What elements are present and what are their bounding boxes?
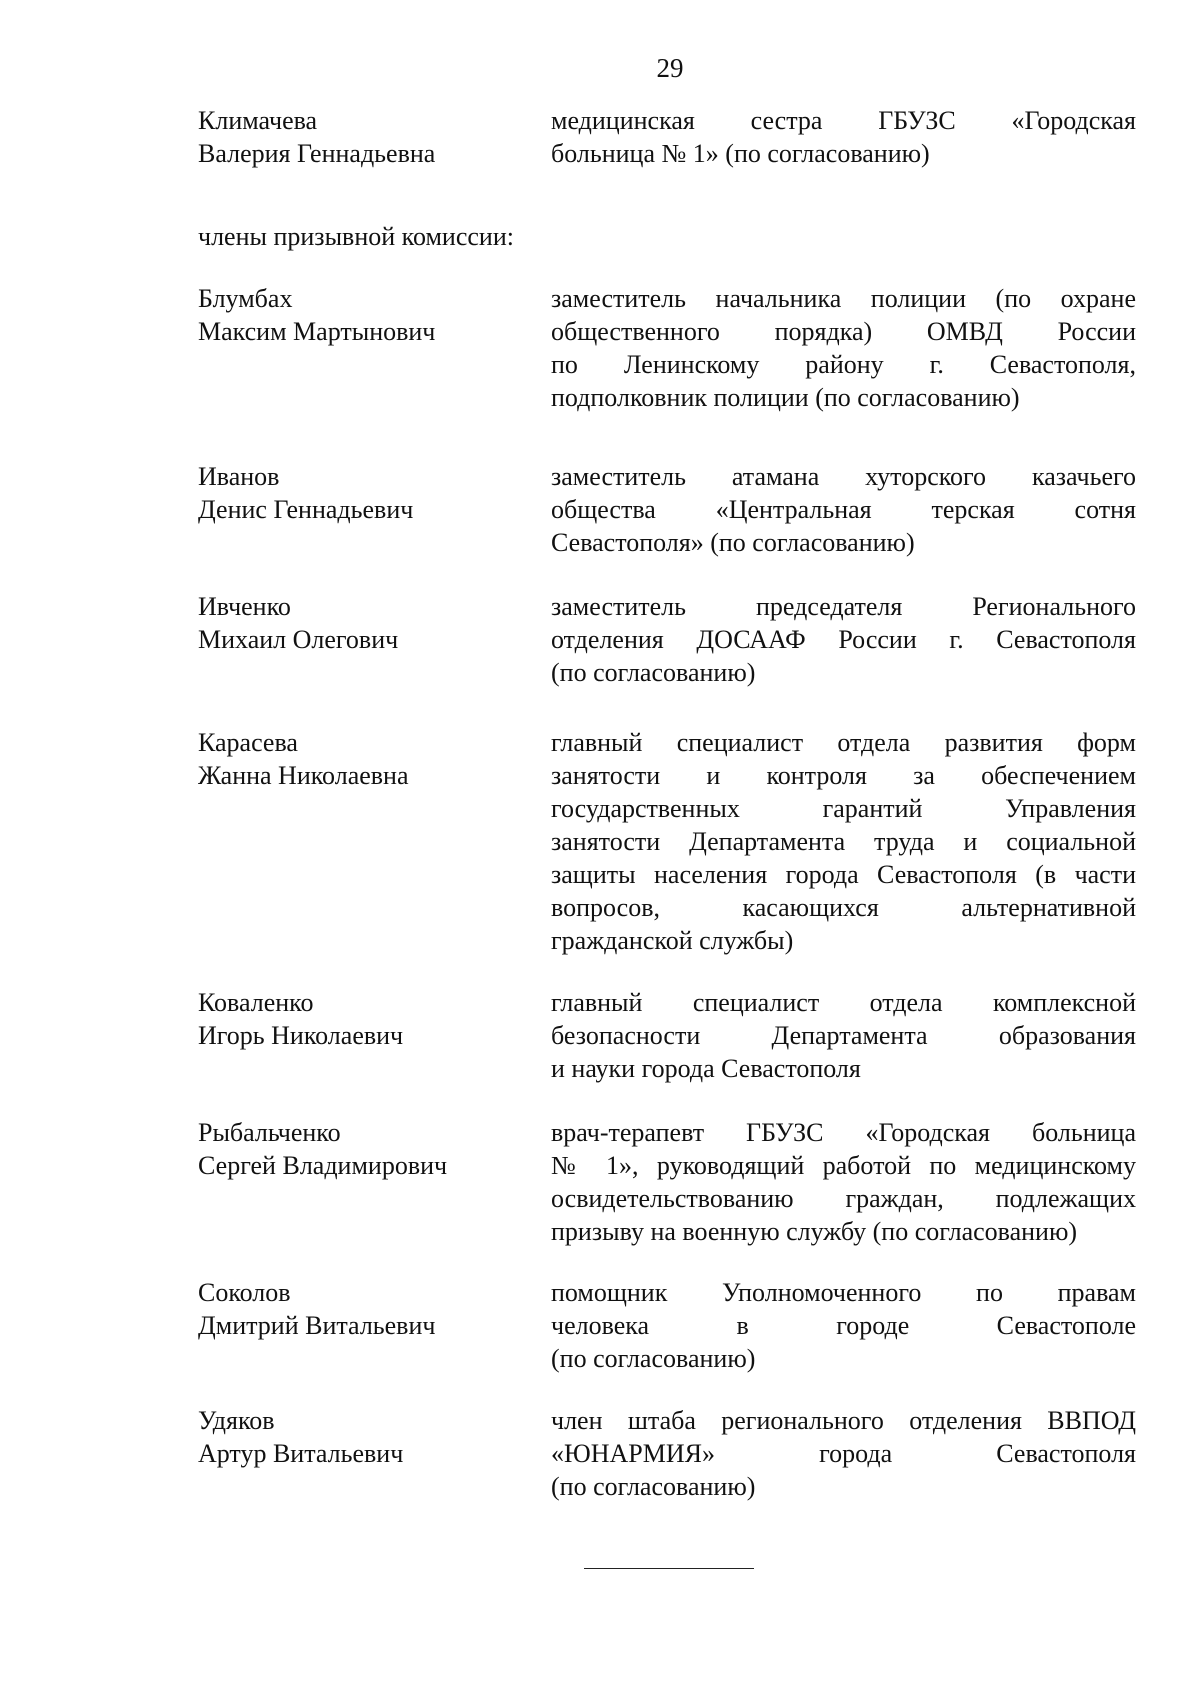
role-line: главный специалист отдела развития форм [551,728,1136,757]
person-role [551,282,1136,414]
surname: Иванов [198,462,280,491]
end-of-list-rule [584,1568,754,1569]
person-role [551,590,1136,689]
role-line: человека в городе Севастополе [551,1311,1136,1340]
given-names: Денис Геннадьевич [198,495,414,524]
surname: Рыбальченко [198,1118,341,1147]
person-name [198,1404,528,1470]
role-line: «ЮНАРМИЯ» города Севастополя [551,1439,1136,1468]
surname: Соколов [198,1278,291,1307]
person-role [551,1116,1136,1248]
surname: Климачева [198,106,318,135]
role-line: освидетельствованию граждан, подлежащих [551,1184,1136,1213]
role-line: государственных гарантий Управления [551,794,1136,823]
given-names: Игорь Николаевич [198,1021,404,1050]
role-line: отделения ДОСААФ России г. Севастополя [551,625,1136,654]
role-line: общества «Центральная терская сотня [551,495,1136,524]
role-line: (по согласованию) [551,658,756,687]
role-line: Севастополя» (по согласованию) [551,528,915,557]
surname: Блумбах [198,284,293,313]
surname: Удяков [198,1406,275,1435]
role-line: призыву на военную службу (по согласованию) [551,1217,1078,1246]
role-line: гражданской службы) [551,926,794,955]
role-line: главный специалист отдела комплексной [551,988,1136,1017]
role-line: (по согласованию) [551,1344,756,1373]
person-role [551,104,1136,170]
role-line: врач-терапевт ГБУЗС «Городская больница [551,1118,1136,1147]
role-line: заместитель начальника полиции (по охране [551,284,1136,313]
section-heading: члены призывной комиссии: [198,222,514,251]
given-names: Михаил Олегович [198,625,399,654]
given-names: Жанна Николаевна [198,761,409,790]
person-role [551,1404,1136,1503]
given-names: Дмитрий Витальевич [198,1311,436,1340]
given-names: Артур Витальевич [198,1439,404,1468]
given-names: Сергей Владимирович [198,1151,448,1180]
role-line: защиты населения города Севастополя (в части [551,860,1136,889]
person-role [551,1276,1136,1375]
role-line: член штаба регионального отделения ВВПОД [551,1406,1136,1435]
person-name [198,460,528,526]
person-name [198,104,528,170]
role-line: общественного порядка) ОМВД России [551,317,1136,346]
role-line: занятости и контроля за обеспечением [551,761,1136,790]
role-line: занятости Департамента труда и социальной [551,827,1136,856]
role-line: по Ленинскому району г. Севастополя, [551,350,1136,379]
person-name [198,726,528,792]
surname: Карасева [198,728,298,757]
person-role [551,460,1136,559]
role-line: вопросов, касающихся альтернативной [551,893,1136,922]
role-line: медицинская сестра ГБУЗС «Городская [551,106,1136,135]
person-name [198,1276,528,1342]
role-line: помощник Уполномоченного по правам [551,1278,1136,1307]
page-number: 29 [656,53,684,83]
role-line: заместитель председателя Регионального [551,592,1136,621]
role-line: подполковник полиции (по согласованию) [551,383,1020,412]
person-role [551,986,1136,1085]
role-line: безопасности Департамента образования [551,1021,1136,1050]
person-name [198,986,528,1052]
surname: Коваленко [198,988,314,1017]
person-name [198,1116,528,1182]
role-line: № 1», руководящий работой по медицинскому [551,1151,1136,1180]
role-line: заместитель атамана хуторского казачьего [551,462,1136,491]
person-name [198,590,528,656]
role-line: и науки города Севастополя [551,1054,861,1083]
person-name [198,282,528,348]
given-names: Валерия Геннадьевна [198,139,436,168]
surname: Ивченко [198,592,291,621]
given-names: Максим Мартынович [198,317,436,346]
role-line: (по согласованию) [551,1472,756,1501]
person-role [551,726,1136,957]
role-line: больница № 1» (по согласованию) [551,139,930,168]
